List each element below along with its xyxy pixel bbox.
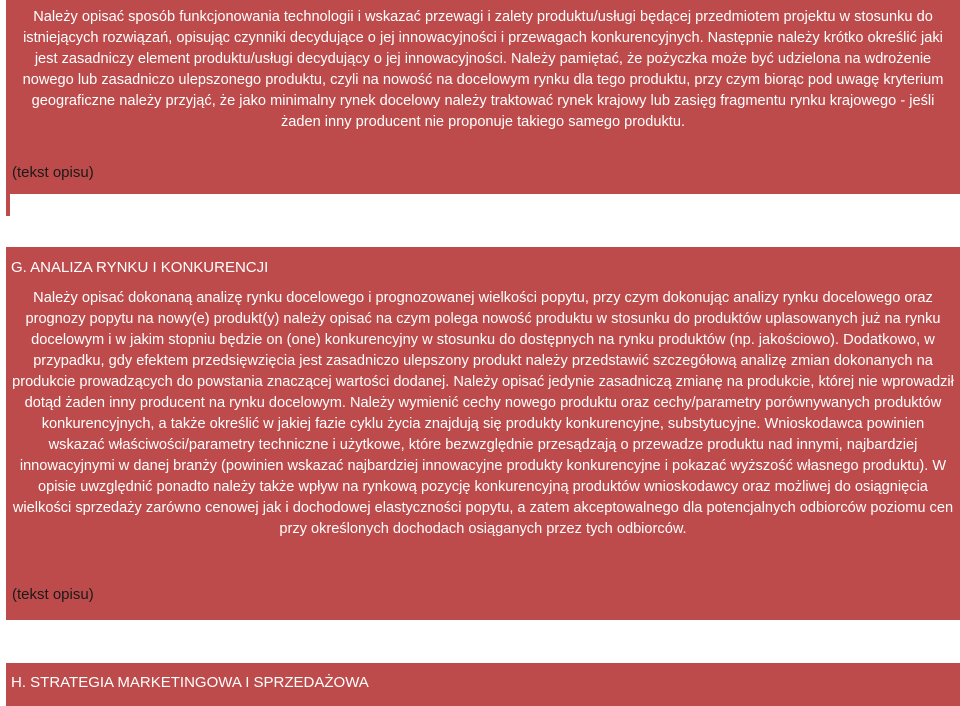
section-f-box (6, 0, 960, 194)
section-g-instructions: Należy opisać dokonaną analizę rynku docelowego i prognozowanej wielkości popytu, przy czym dokonując analizy rynku docelowego oraz prognozy popytu na nowy(e) produkt(y) należy opisać na czym polega nowość produktu w stosunku do produktów uplasowanych już na rynku docelowym i w jakim stopniu będzie on (one) konkurencyjny w stosunku do dostępnych na rynku produktów (np. jakościowo). Dodatkowo, w przypadku, gdy efektem przedsięwzięcia jest zasadniczo ulepszony produkt należy przedstawić szczegółową analizę zmian dokonanych na produkcie prowadzących do powstania znaczącej wartości dodanej. Należy opisać jedynie zasadniczą zmianę na produkcie, której nie wprowadził dotąd żaden inny producent na rynku docelowym. Należy wymienić cechy nowego produktu oraz cechy/parametry porównywanych produktów konkurencyjnych, a także określić w jakiej fazie cyklu życia znajdują się produkty konkurencyjne, substytucyjne. Wnioskodawca powinien wskazać właściwości/parametry techniczne i użytkowe, które bezwzględnie przesądzają o przewadze produktu nad innymi, najbardziej innowacyjnymi w danej branży (powinien wskazać najbardziej innowacyjne produkty konkurencyjne i pokazać wyższość własnego produktu). W opisie uwzględnić ponadto należy także wpływ na rynkową pozycję konkurencyjną produktów wnioskodawcy oraz możliwej do osiągnięcia wielkości sprzedaży zarówno cenowej jak i dochodowej elastyczności popytu, a zatem akceptowalnego dla potencjalnych odbiorców poziomu cen przy określonych dochodach osiąganych przez tych odbiorców. (12, 290, 954, 537)
section-h-box (6, 663, 960, 706)
section-g-heading: G. ANALIZA RYNKU I KONKURENCJI (11, 259, 269, 276)
section-g-description-label: (tekst opisu) (12, 586, 94, 603)
section-f-instructions: Należy opisać sposób funkcjonowania technologii i wskazać przewagi i zalety produktu/usługi będącej przedmiotem projektu w stosunku do istniejących rozwiązań, opisując czynniki decydujące o jej innowacyjności i przewagach konkurencyjnych. Następnie należy krótko określić jaki jest zasadniczy element produktu/usługi decydujący o jej innowacyjności. Należy pamiętać, że pożyczka może być udzielona na wdrożenie nowego lub zasadniczo ulepszonego produktu, czyli na nowość na docelowym rynku dla tego produktu, przy czym biorąc pod uwagę kryterium geograficzne należy przyjąć, że jako minimalny rynek docelowy należy traktować rynek krajowy lub zasięg fragmentu rynku krajowego - jeśli żaden inny producent nie proponuje takiego samego produktu. (22, 9, 944, 130)
section-f-description-label: (tekst opisu) (12, 164, 94, 181)
section-g-box (6, 247, 960, 620)
section-h-heading: H. STRATEGIA MARKETINGOWA I SPRZEDAŻOWA (11, 674, 369, 691)
section-f-margin-bar (6, 194, 10, 216)
